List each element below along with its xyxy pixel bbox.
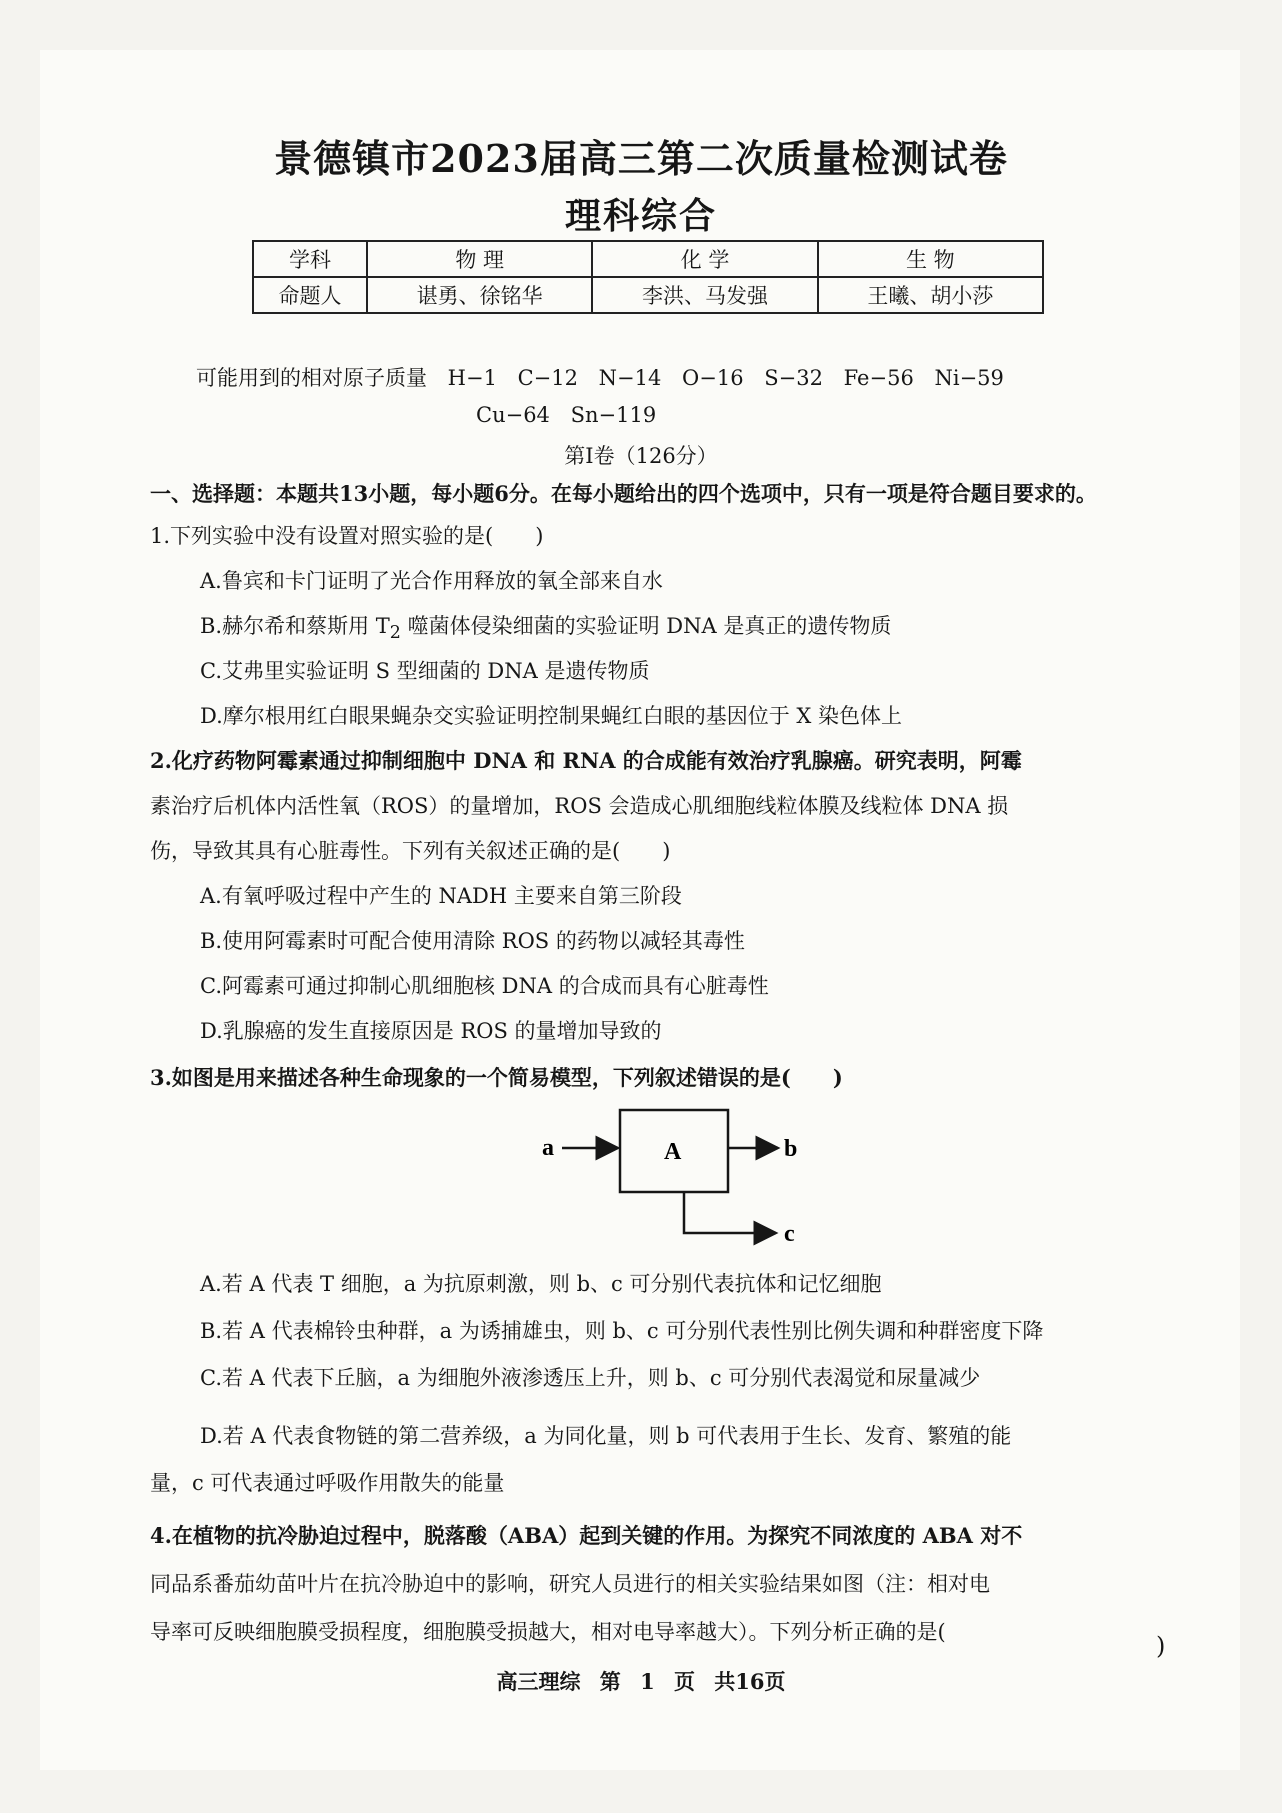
table-row [253,277,1043,313]
table-row [253,241,1043,277]
model-diagram [540,1105,840,1255]
question-3-option-c: C.若 A 代表下丘脑，a 为细胞外液渗透压上升，则 b、c 可分别代表渴觉和尿量减少 [200,1366,981,1390]
question-1-stem: 1.下列实验中没有设置对照实验的是( ) [150,524,544,548]
question-2-stem: 伤，导致其具有心脏毒性。下列有关叙述正确的是( ) [150,839,671,863]
question-2-option-c: C.阿霉素可通过抑制心肌细胞核 DNA 的合成而具有心脏毒性 [200,974,769,998]
question-4-stem: 4.在植物的抗冷胁迫过程中，脱落酸（ABA）起到关键的作用。为探究不同浓度的 ABA 对不 [150,1523,1023,1548]
section-heading: 一、选择题：本题共13小题，每小题6分。在每小题给出的四个选项中，只有一项是符合题目要求的。 [150,481,1097,506]
question-1-option-d: D.摩尔根用红白眼果蝇杂交实验证明控制果蝇红白眼的基因位于 X 染色体上 [200,704,903,728]
answer-paren-close: ) [1156,1632,1166,1660]
diagram-label-b: b [784,1136,798,1162]
diagram-label-c: c [784,1221,795,1247]
question-2-option-a: A.有氧呼吸过程中产生的 NADH 主要来自第三阶段 [200,884,682,908]
table-cell: 李洪、马发强 [592,277,817,313]
table-cell: 王曦、胡小莎 [818,277,1043,313]
table-cell: 生 物 [818,241,1043,277]
exam-title: 景德镇市2023届高三第二次质量检测试卷 [274,136,1008,181]
volume-heading: 第Ⅰ卷（126分） [564,444,718,468]
option-text: 噬菌体侵染细菌的实验证明 DNA 是真正的遗传物质 [400,614,892,638]
atomic-masses-line: 可能用到的相对原子质量 H−1 C−12 N−14 O−16 S−32 Fe−56 Ni−59 [196,366,1004,390]
table-cell: 谌勇、徐铭华 [367,277,592,313]
subscript: 2 [389,623,401,644]
question-1-option-a: A.鲁宾和卡门证明了光合作用释放的氧全部来自水 [200,569,663,593]
question-3-option-a: A.若 A 代表 T 细胞，a 为抗原刺激，则 b、c 可分别代表抗体和记忆细胞 [200,1272,882,1296]
diagram-label-box: A [664,1139,682,1165]
atomic-masses-line: Cu−64 Sn−119 [476,403,657,427]
question-3-option-b: B.若 A 代表棉铃虫种群，a 为诱捕雄虫，则 b、c 可分别代表性别比例失调和种群密度下降 [200,1319,1044,1343]
table-cell: 学科 [253,241,367,277]
option-text: B.赫尔希和蔡斯用 T [200,614,390,638]
page-footer: 高三理综 第 1 页 共16页 [496,1669,786,1694]
question-2-stem: 素治疗后机体内活性氧（ROS）的量增加，ROS 会造成心肌细胞线粒体膜及线粒体 DNA 损 [150,794,1009,818]
question-3-stem: 3.如图是用来描述各种生命现象的一个简易模型，下列叙述错误的是( ) [150,1065,843,1090]
question-2-option-d: D.乳腺癌的发生直接原因是 ROS 的量增加导致的 [200,1019,662,1043]
exam-subtitle: 理科综合 [564,195,717,237]
question-4-stem: 同品系番茄幼苗叶片在抗冷胁迫中的影响，研究人员进行的相关实验结果如图（注：相对电 [150,1572,990,1596]
authors-table [252,240,1044,314]
question-1-option-c: C.艾弗里实验证明 S 型细菌的 DNA 是遗传物质 [200,659,650,683]
arrow-box-to-c [684,1192,776,1233]
question-1-option-b [200,610,891,643]
table-cell: 命题人 [253,277,367,313]
table-cell: 物 理 [367,241,592,277]
question-3-option-d: D.若 A 代表食物链的第二营养级，a 为同化量，则 b 可代表用于生长、发育、繁殖的能 [200,1424,1012,1448]
diagram-label-a: a [542,1135,554,1161]
question-3-option-d-cont: 量，c 可代表通过呼吸作用散失的能量 [150,1471,505,1495]
table-cell: 化 学 [592,241,817,277]
question-2-option-b: B.使用阿霉素时可配合使用清除 ROS 的药物以减轻其毒性 [200,929,745,953]
question-2-stem: 2.化疗药物阿霉素通过抑制细胞中 DNA 和 RNA 的合成能有效治疗乳腺癌。研究表明，阿霉 [150,748,1022,773]
question-4-stem: 导率可反映细胞膜受损程度，细胞膜受损越大，相对电导率越大）。下列分析正确的是( [150,1620,946,1644]
